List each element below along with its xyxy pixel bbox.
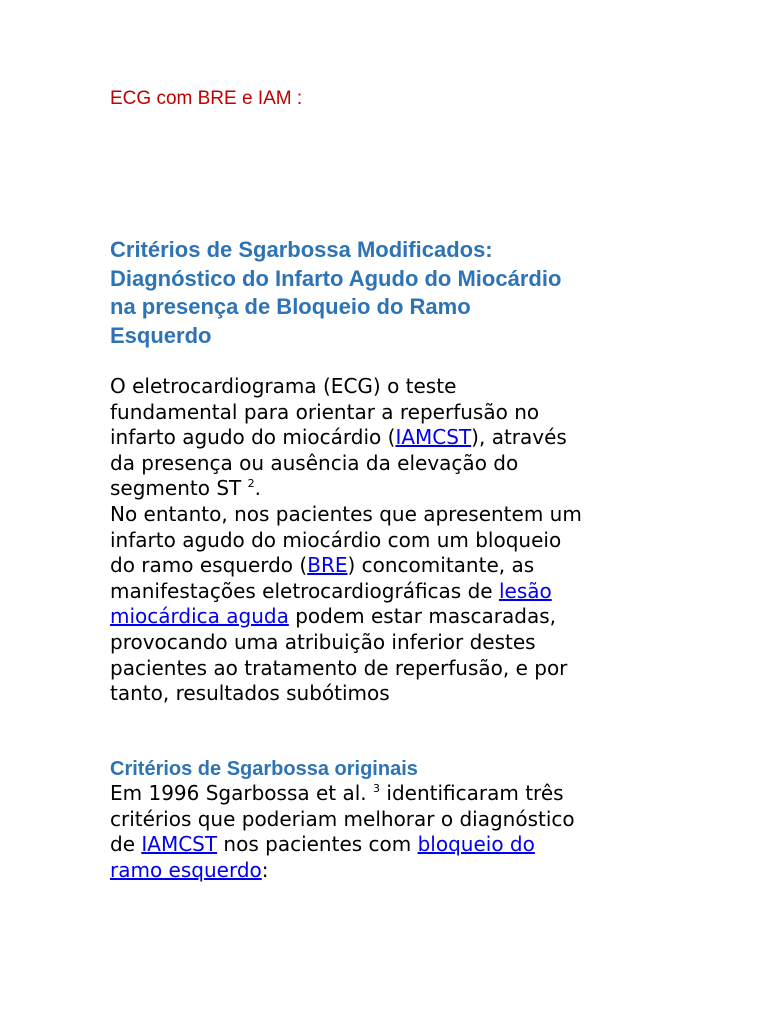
intro-paragraph	[110, 374, 670, 707]
text-line: critérios que poderiam melhorar o diagnóstico	[110, 806, 575, 831]
criteria-paragraph	[110, 781, 670, 883]
section-heading: Critérios de Sgarbossa originais	[110, 758, 418, 780]
text-line: pacientes ao tratamento de reperfusão, e por	[110, 655, 568, 680]
text-fragment: nos pacientes com	[217, 832, 418, 857]
main-heading	[110, 236, 670, 350]
iamcst-link[interactable]: IAMCST	[141, 832, 218, 857]
bre-link[interactable]: BRE	[307, 553, 348, 578]
text-line	[110, 553, 670, 579]
text-line: infarto agudo do miocárdio com um bloqueio	[110, 527, 562, 552]
text-line	[110, 476, 670, 502]
text-fragment: ), através	[471, 425, 567, 450]
heading-line: Esquerdo	[110, 322, 212, 348]
reference-superscript: 2	[247, 477, 255, 491]
text-line	[110, 425, 670, 451]
text-line	[110, 832, 670, 858]
text-line: provocando uma atribuição inferior destes	[110, 629, 536, 654]
text-line: O eletrocardiograma (ECG) o teste	[110, 374, 457, 398]
ecg-subtitle: ECG com BRE e IAM :	[110, 88, 303, 109]
text-line	[110, 858, 670, 884]
text-line	[110, 579, 670, 605]
ramo-esquerdo-link[interactable]: ramo esquerdo	[110, 857, 262, 882]
text-line	[110, 604, 670, 630]
text-fragment: identificaram três	[380, 781, 564, 805]
text-line: da presença ou ausência da elevação do	[110, 450, 519, 475]
miocardica-aguda-link[interactable]: miocárdica aguda	[110, 604, 289, 629]
heading-line: Diagnóstico do Infarto Agudo do Miocárdio	[110, 265, 562, 291]
text-fragment: podem estar mascaradas,	[288, 604, 556, 629]
text-line: No entanto, nos pacientes que apresentem um	[110, 501, 582, 526]
text-fragment: segmento ST	[110, 476, 248, 501]
text-line: tanto, resultados subótimos	[110, 681, 390, 706]
text-line: fundamental para orientar a reperfusão no	[110, 399, 540, 424]
text-fragment: manifestações eletrocardiográficas de	[110, 578, 499, 603]
text-fragment: ) concomitante, as	[347, 553, 535, 578]
heading-line: Critérios de Sgarbossa Modificados:	[110, 237, 493, 262]
text-fragment: de	[110, 832, 142, 857]
heading-line: na presença de Bloqueio do Ramo	[110, 294, 471, 319]
text-fragment: .	[254, 476, 261, 501]
text-fragment: Em 1996 Sgarbossa et al.	[110, 781, 374, 805]
text-fragment: do ramo esquerdo (	[110, 553, 308, 578]
reference-superscript: 3	[373, 782, 381, 795]
text-fragment: :	[261, 857, 269, 882]
bloqueio-link[interactable]: bloqueio do	[417, 832, 535, 857]
lesao-link[interactable]: lesão	[498, 578, 552, 603]
text-line	[110, 781, 670, 807]
iamcst-link[interactable]: IAMCST	[395, 425, 472, 450]
text-fragment: infarto agudo do miocárdio (	[110, 425, 396, 450]
